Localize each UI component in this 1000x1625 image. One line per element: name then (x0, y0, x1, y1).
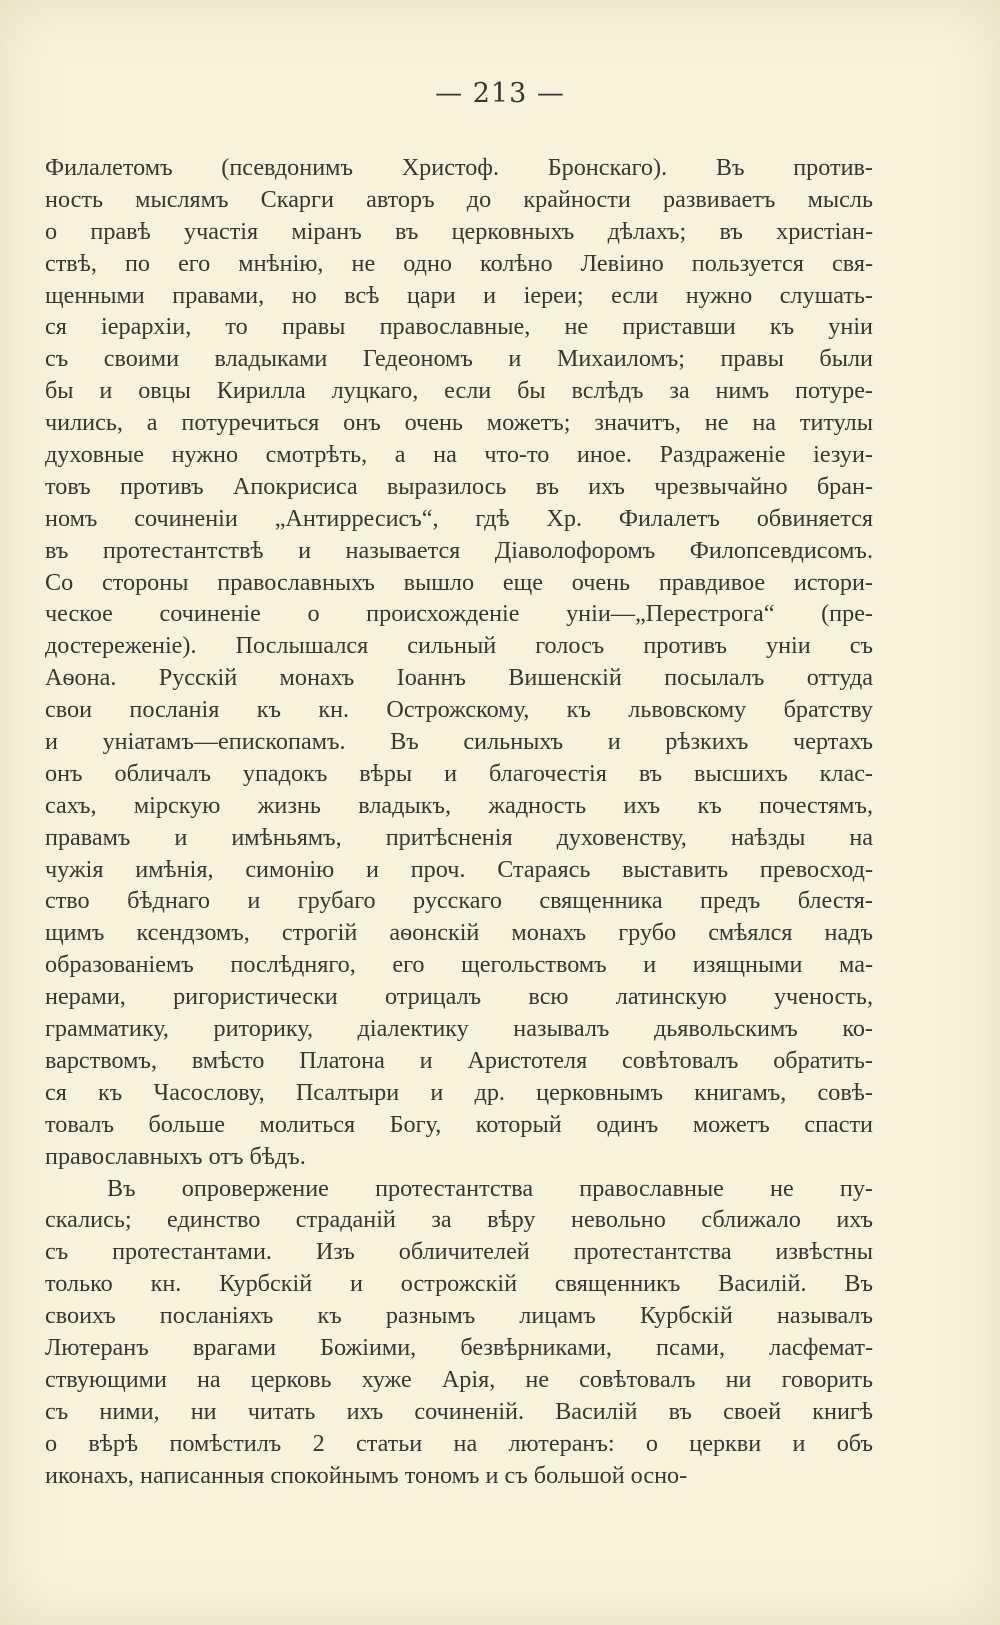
text-line: ность мыслямъ Скарги авторъ до крайности развиваетъ мысль (45, 185, 873, 213)
text-line: варствомъ, вмѣсто Платона и Аристотеля совѣтовалъ обратить- (45, 1046, 873, 1074)
text-line: грамматику, риторику, діалектику называлъ дьявольскимъ ко- (45, 1015, 873, 1043)
page-number: — 213 — (435, 78, 565, 109)
text-line: Въ опровержение протестантства православные не пу- (107, 1174, 873, 1202)
text-line: товалъ больше молиться Богу, который одинъ можетъ спасти (45, 1110, 873, 1138)
text-line: только кн. Курбскій и острожскій священникъ Василій. Въ (45, 1270, 873, 1298)
text-line: и уніатамъ—епископамъ. Въ сильныхъ и рѣзкихъ чертахъ (45, 728, 873, 756)
text-line: ствующими на церковь хуже Арія, не совѣтовалъ ни говорить (45, 1365, 873, 1393)
text-line: Аѳона. Русскій монахъ Іоаннъ Вишенскій посылалъ оттуда (45, 664, 873, 692)
text-line: правамъ и имѣньямъ, притѣсненія духовенству, наѣзды на (45, 823, 873, 851)
text-line: православныхъ отъ бѣдъ. (45, 1142, 306, 1170)
paragraph (45, 152, 873, 1173)
text-line: своихъ посланіяхъ къ разнымъ лицамъ Курбскій называлъ (45, 1302, 873, 1330)
text-line: сахъ, мірскую жизнь владыкъ, жадность ихъ къ почестямъ, (45, 791, 873, 819)
text-line: ствѣ, по его мнѣнію, не одно колѣно Левіино пользуется свя- (45, 249, 873, 277)
body-text (45, 152, 873, 1491)
text-line: Со стороны православныхъ вышло еще очень правдивое истори- (45, 568, 873, 596)
text-line: съ протестантами. Изъ обличителей протестантства извѣстны (45, 1238, 873, 1266)
text-line: иконахъ, написанныя спокойнымъ тономъ и съ большой осно- (45, 1461, 688, 1489)
text-line: онъ обличалъ упадокъ вѣры и благочестія въ высшихъ клас- (45, 759, 873, 787)
text-line: въ протестантствѣ и называется Діаволофоромъ Филопсевдисомъ. (45, 536, 873, 564)
text-line: скались; единство страданій за вѣру невольно сближало ихъ (45, 1206, 873, 1234)
text-line: свои посланія къ кн. Острожскому, къ львовскому братству (45, 696, 873, 724)
paragraph (45, 1173, 873, 1492)
text-line: щимъ ксендзомъ, строгій аѳонскій монахъ грубо смѣялся надъ (45, 919, 873, 947)
text-line: съ своими владыками Гедеономъ и Михаиломъ; правы были (45, 345, 873, 373)
text-line: Филалетомъ (псевдонимъ Христоф. Бронскаго). Въ против- (45, 154, 873, 181)
text-line: духовные нужно смотрѣть, а на что-то иное. Раздраженіе іезуи- (45, 441, 873, 469)
text-line: ческое сочиненіе о происхожденіе уніи—„Перестрога“ (пре- (45, 600, 873, 628)
text-line: о правѣ участія міранъ въ церковныхъ дѣлахъ; въ христіан- (45, 217, 873, 245)
text-line: щенными правами, но всѣ цари и іереи; если нужно слушать- (45, 281, 873, 309)
text-line: ся іерархіи, то правы православные, не приставши къ уніи (45, 313, 873, 341)
text-line: образованіемъ послѣдняго, его щегольствомъ и изящными ма- (45, 951, 873, 979)
text-line: нерами, ригористически отрицалъ всю латинскую ученость, (45, 983, 873, 1011)
text-line: ство бѣднаго и грубаго русскаго священника предъ блестя- (45, 887, 873, 915)
text-line: чужія имѣнія, симонію и проч. Стараясь выставить превосход- (45, 855, 873, 883)
text-line: съ ними, ни читать ихъ сочиненій. Василій въ своей книгѣ (45, 1397, 873, 1425)
text-line: номъ сочиненіи „Антирресисъ“, гдѣ Хр. Филалетъ обвиняется (45, 504, 873, 532)
text-line: Лютеранъ врагами Божіими, безвѣрниками, псами, лаcфемат- (45, 1333, 873, 1361)
text-line: чились, а потуречиться онъ очень можетъ; значитъ, не на титулы (45, 409, 873, 437)
text-line: достереженіе). Послышался сильный голосъ противъ уніи съ (45, 632, 873, 660)
text-line: ся къ Часослову, Псалтыри и др. церковнымъ книгамъ, совѣ- (45, 1078, 873, 1106)
text-line: о вѣрѣ помѣстилъ 2 статьи на лютеранъ: о церкви и объ (45, 1429, 873, 1457)
text-line: товъ противъ Апокрисиса выразилось въ ихъ чрезвычайно бран- (45, 472, 873, 500)
text-line: бы и овцы Кирилла луцкаго, если бы вслѣдъ за нимъ потуре- (45, 377, 873, 405)
